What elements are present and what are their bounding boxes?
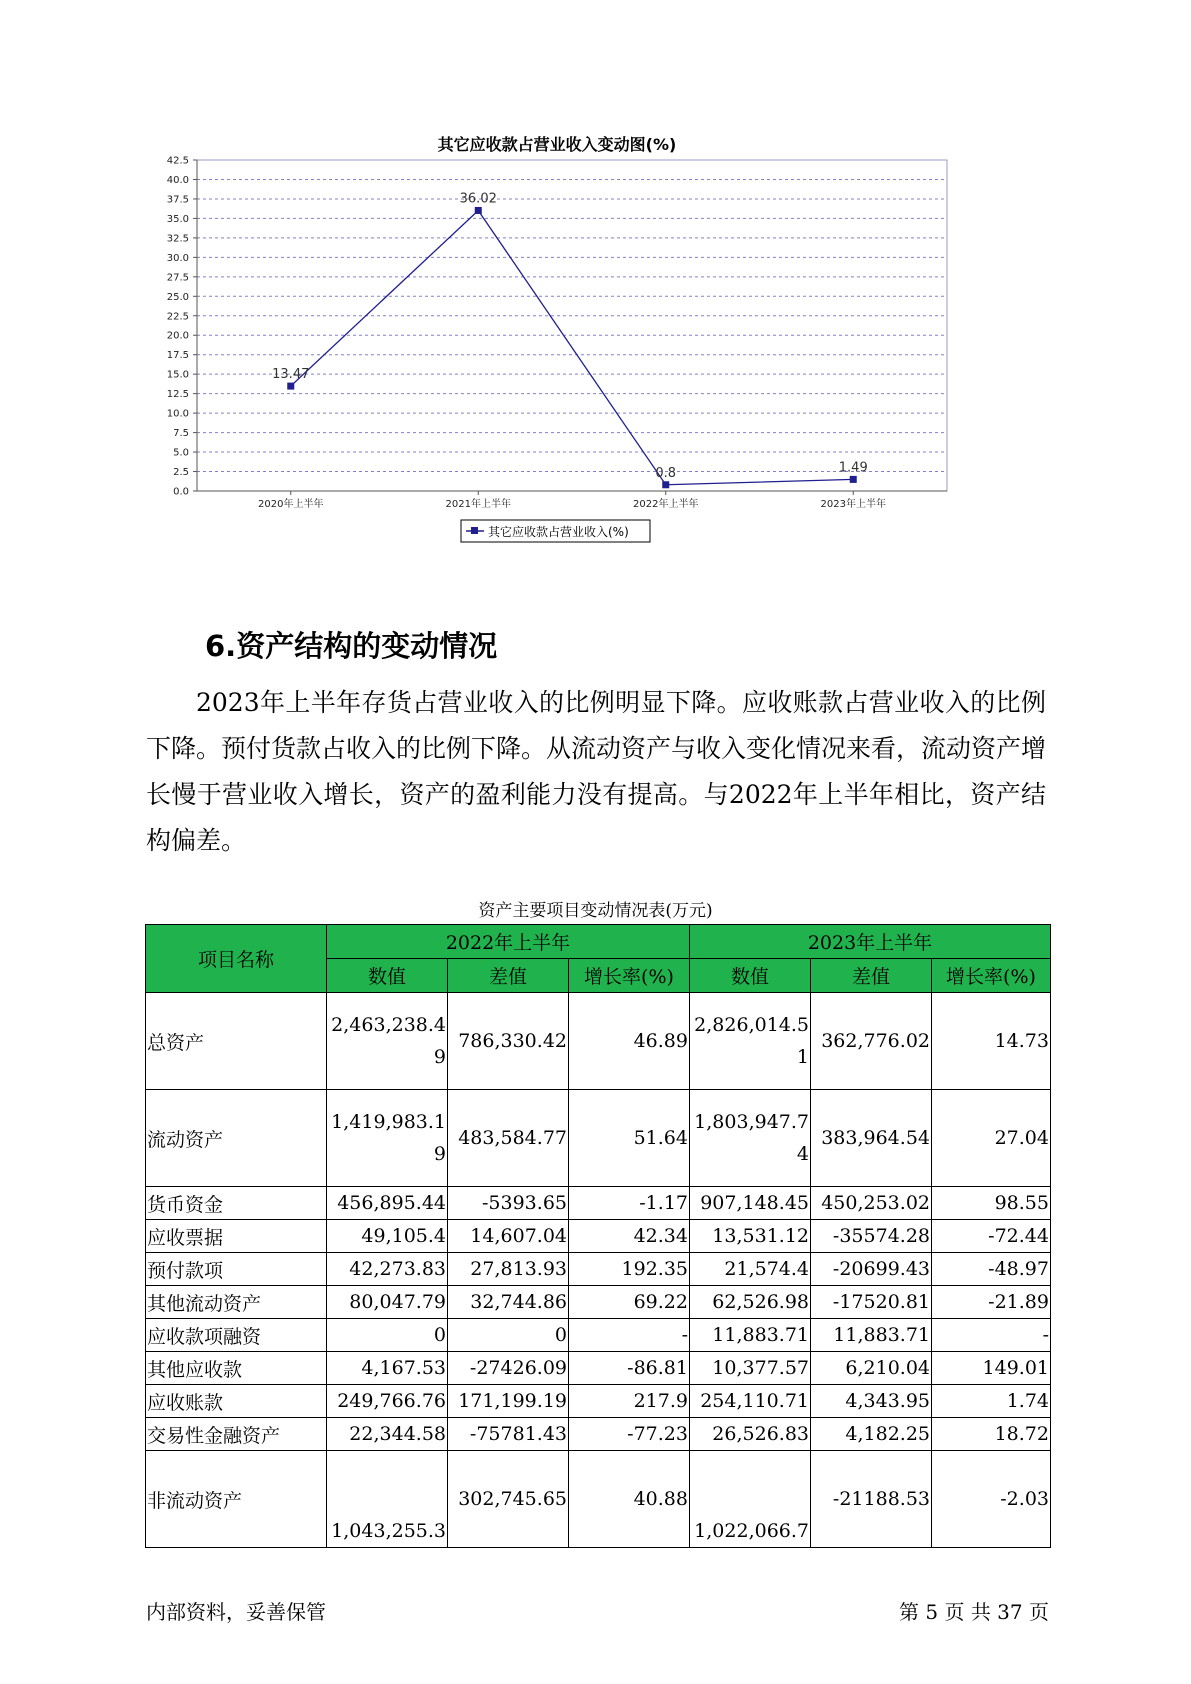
cell-diff-2023 <box>811 993 932 1090</box>
cell-value-2022 <box>327 993 448 1090</box>
cell-diff-2023 <box>811 1352 932 1385</box>
y-tick-label: 25.0 <box>166 291 189 303</box>
cell-text: 22,344.58 <box>349 1423 446 1445</box>
cell-text: 456,895.44 <box>337 1192 446 1214</box>
cell-text: -48.97 <box>988 1258 1049 1280</box>
y-tick-label: 30.0 <box>166 252 189 264</box>
cell-growth-2022 <box>569 1319 690 1352</box>
cell-text: 14,607.04 <box>470 1225 567 1247</box>
table-row <box>146 1385 1051 1418</box>
cell-growth-2022 <box>569 1286 690 1319</box>
table-row <box>146 1220 1051 1253</box>
data-label: 0.8 <box>655 465 677 481</box>
x-axis-ticks <box>197 491 947 510</box>
cell-growth-2023 <box>932 1220 1051 1253</box>
cell-diff-2023 <box>811 1385 932 1418</box>
y-axis-ticks <box>167 156 197 498</box>
footer-confidential: 内部资料，妥善保管 <box>146 1600 326 1624</box>
header-period-2023: 2023年上半年 <box>690 925 1051 959</box>
cell-text: -35574.28 <box>832 1225 930 1247</box>
other-receivables-chart <box>150 135 1050 595</box>
cell-text: 4,343.95 <box>845 1390 930 1412</box>
cell-value-2022 <box>327 1286 448 1319</box>
cell-diff-2023 <box>811 1286 932 1319</box>
cell-text: 254,110.71 <box>700 1390 809 1412</box>
cell-text: 483,584.77 <box>458 1127 567 1149</box>
cell-text: -27426.09 <box>469 1357 567 1379</box>
header-item-name: 项目名称 <box>146 925 327 993</box>
chart-title: 其它应收款占营业收入变动图(%) <box>437 135 677 154</box>
cell-text: - <box>681 1324 688 1346</box>
cell-text: 18.72 <box>994 1423 1049 1445</box>
cell-growth-2023 <box>932 1352 1051 1385</box>
data-label: 13.47 <box>272 367 310 383</box>
y-tick-label: 27.5 <box>166 272 189 284</box>
cell-value-2022 <box>327 1220 448 1253</box>
cell-text: -1.17 <box>639 1192 688 1214</box>
cell-growth-2022 <box>569 1451 690 1548</box>
cell-diff-2022 <box>448 1451 569 1548</box>
cell-text: 362,776.02 <box>821 1030 930 1052</box>
cell-text: 149.01 <box>982 1357 1049 1379</box>
cell-diff-2023 <box>811 1220 932 1253</box>
item-name: 总资产 <box>146 993 327 1090</box>
table-row <box>146 1090 1051 1187</box>
item-name: 应收账款 <box>146 1385 327 1418</box>
y-tick-label: 20.0 <box>166 330 189 342</box>
table-row <box>146 993 1051 1090</box>
cell-text: 14.73 <box>994 1030 1049 1052</box>
cell-text: 26,526.83 <box>712 1423 809 1445</box>
data-point <box>475 207 482 214</box>
cell-text: 49,105.4 <box>361 1225 446 1247</box>
cell-growth-2022 <box>569 1418 690 1451</box>
cell-text: 6,210.04 <box>845 1357 930 1379</box>
cell-growth-2022 <box>569 1352 690 1385</box>
cell-text: 69.22 <box>633 1291 688 1313</box>
cell-text: -72.44 <box>988 1225 1049 1247</box>
cell-text: 383,964.54 <box>821 1127 930 1149</box>
header-growth-2023: 增长率(%) <box>932 959 1051 993</box>
y-tick-label: 35.0 <box>166 213 189 225</box>
cell-growth-2023 <box>932 1253 1051 1286</box>
cell-diff-2022 <box>448 993 569 1090</box>
table-row <box>146 1253 1051 1286</box>
table-row <box>146 1187 1051 1220</box>
cell-value-2022 <box>327 1451 448 1548</box>
cell-text: -21.89 <box>988 1291 1049 1313</box>
cell-value-2022 <box>327 1319 448 1352</box>
cell-diff-2023 <box>811 1319 932 1352</box>
cell-text: 302,745.65 <box>458 1488 567 1510</box>
cell-text: -75781.43 <box>469 1423 567 1445</box>
cell-value-2023 <box>690 1220 811 1253</box>
table-row <box>146 1451 1051 1548</box>
x-tick-label: 2020年上半年 <box>258 499 324 510</box>
data-point <box>850 476 857 483</box>
cell-growth-2023 <box>932 1187 1051 1220</box>
cell-growth-2023 <box>932 1418 1051 1451</box>
cell-text: 42.34 <box>633 1225 688 1247</box>
cell-diff-2022 <box>448 1319 569 1352</box>
cell-text: 1.74 <box>1006 1390 1049 1412</box>
cell-diff-2023 <box>811 1418 932 1451</box>
cell-diff-2022 <box>448 1220 569 1253</box>
cell-growth-2023 <box>932 1385 1051 1418</box>
cell-text: - <box>1042 1324 1049 1346</box>
cell-diff-2022 <box>448 1352 569 1385</box>
y-tick-label: 10.0 <box>166 408 189 420</box>
cell-text: 1,419,983.19 <box>331 1111 446 1165</box>
footer-page-number: 第 5 页 共 37 页 <box>899 1600 1049 1624</box>
cell-value-2023 <box>690 1418 811 1451</box>
data-point <box>662 481 669 488</box>
cell-growth-2022 <box>569 1220 690 1253</box>
cell-growth-2023 <box>932 1286 1051 1319</box>
cell-text: 907,148.45 <box>700 1192 809 1214</box>
data-label: 36.02 <box>459 191 497 207</box>
cell-text: -17520.81 <box>832 1291 930 1313</box>
cell-text: 11,883.71 <box>833 1324 930 1346</box>
chart-series <box>272 191 868 488</box>
table-row <box>146 1418 1051 1451</box>
cell-text: 46.89 <box>633 1030 688 1052</box>
table-caption: 资产主要项目变动情况表(万元) <box>478 901 713 921</box>
y-tick-label: 22.5 <box>166 311 189 323</box>
data-point <box>287 383 294 390</box>
header-diff-2023: 差值 <box>811 959 932 993</box>
cell-text: 786,330.42 <box>458 1030 567 1052</box>
cell-value-2023 <box>690 1090 811 1187</box>
item-name: 应收票据 <box>146 1220 327 1253</box>
cell-text: 249,766.76 <box>337 1390 446 1412</box>
series-line <box>291 210 854 484</box>
header-growth-2022: 增长率(%) <box>569 959 690 993</box>
y-tick-label: 15.0 <box>166 369 189 381</box>
data-label: 1.49 <box>838 460 868 476</box>
cell-value-2023 <box>690 1253 811 1286</box>
section-title: 6.资产结构的变动情况 <box>205 629 498 663</box>
cell-text: -20699.43 <box>832 1258 930 1280</box>
item-name: 货币资金 <box>146 1187 327 1220</box>
cell-text: -86.81 <box>627 1357 688 1379</box>
y-tick-label: 40.0 <box>166 174 189 186</box>
cell-text: 21,574.4 <box>724 1258 809 1280</box>
cell-text: 217.9 <box>633 1390 688 1412</box>
cell-value-2022 <box>327 1385 448 1418</box>
cell-text: 171,199.19 <box>458 1390 567 1412</box>
cell-text: 42,273.83 <box>349 1258 446 1280</box>
cell-value-2022 <box>327 1187 448 1220</box>
cell-diff-2023 <box>811 1187 932 1220</box>
cell-growth-2022 <box>569 993 690 1090</box>
cell-text: 4,167.53 <box>361 1357 446 1379</box>
cell-text: -21188.53 <box>832 1488 930 1510</box>
cell-value-2023 <box>690 1187 811 1220</box>
header-diff-2022: 差值 <box>448 959 569 993</box>
cell-value-2022 <box>327 1418 448 1451</box>
x-tick-label: 2021年上半年 <box>445 499 511 510</box>
cell-text: 51.64 <box>633 1127 688 1149</box>
header-value-2023: 数值 <box>690 959 811 993</box>
cell-diff-2022 <box>448 1385 569 1418</box>
cell-text: 192.35 <box>621 1258 688 1280</box>
cell-growth-2022 <box>569 1385 690 1418</box>
cell-diff-2022 <box>448 1253 569 1286</box>
item-name: 应收款项融资 <box>146 1319 327 1352</box>
cell-growth-2023 <box>932 993 1051 1090</box>
cell-diff-2022 <box>448 1187 569 1220</box>
header-period-2022: 2022年上半年 <box>327 925 690 959</box>
item-name: 其他应收款 <box>146 1352 327 1385</box>
cell-text: 1,803,947.74 <box>694 1111 809 1165</box>
cell-text: 0 <box>554 1324 567 1346</box>
y-tick-label: 17.5 <box>166 350 189 362</box>
legend-label: 其它应收款占营业收入(%) <box>488 525 629 539</box>
y-tick-label: 5.0 <box>173 447 189 459</box>
x-tick-label: 2023年上半年 <box>820 499 886 510</box>
cell-growth-2023 <box>932 1090 1051 1187</box>
cell-value-2023 <box>690 1286 811 1319</box>
cell-diff-2023 <box>811 1090 932 1187</box>
cell-value-2022 <box>327 1352 448 1385</box>
cell-growth-2022 <box>569 1253 690 1286</box>
item-name: 其他流动资产 <box>146 1286 327 1319</box>
asset-change-table <box>145 924 1051 1548</box>
cell-text: 10,377.57 <box>712 1357 809 1379</box>
item-name: 流动资产 <box>146 1090 327 1187</box>
x-tick-label: 2022年上半年 <box>633 499 699 510</box>
cell-value-2022 <box>327 1090 448 1187</box>
cell-value-2023 <box>690 1451 811 1548</box>
y-tick-label: 37.5 <box>166 194 189 206</box>
y-tick-label: 12.5 <box>166 389 189 401</box>
cell-text: 2,463,238.49 <box>331 1014 446 1068</box>
cell-text: 13,531.12 <box>712 1225 809 1247</box>
cell-text: -2.03 <box>1000 1488 1049 1510</box>
plot-area <box>197 160 947 491</box>
y-tick-label: 0.0 <box>173 486 189 498</box>
cell-text: 1,043,255.3 <box>331 1520 446 1542</box>
cell-diff-2022 <box>448 1418 569 1451</box>
cell-text: 0 <box>433 1324 446 1346</box>
cell-text: 98.55 <box>994 1192 1049 1214</box>
table-row <box>146 1319 1051 1352</box>
cell-text: 62,526.98 <box>712 1291 809 1313</box>
cell-diff-2022 <box>448 1090 569 1187</box>
cell-value-2023 <box>690 1352 811 1385</box>
table-row <box>146 1352 1051 1385</box>
cell-text: 80,047.79 <box>349 1291 446 1313</box>
cell-text: 1,022,066.7 <box>694 1520 809 1542</box>
chart-legend <box>461 520 650 542</box>
cell-growth-2022 <box>569 1090 690 1187</box>
cell-text: 40.88 <box>633 1488 688 1510</box>
cell-diff-2023 <box>811 1253 932 1286</box>
cell-text: 2,826,014.51 <box>694 1014 809 1068</box>
y-tick-label: 42.5 <box>166 155 189 167</box>
cell-text: 27.04 <box>994 1127 1049 1149</box>
item-name: 预付款项 <box>146 1253 327 1286</box>
cell-diff-2023 <box>811 1451 932 1548</box>
cell-value-2023 <box>690 1319 811 1352</box>
cell-text: -5393.65 <box>482 1192 567 1214</box>
analysis-paragraph: 2023年上半年存货占营业收入的比例明显下降。应收账款占营业收入的比例下降。预付货款占收入的比例下降。从流动资产与收入变化情况来看，流动资产增长慢于营业收入增长，资产的盈利能力没有提高。与2022年上半年相比，资产结构偏差。 <box>146 688 1047 855</box>
header-value-2022: 数值 <box>327 959 448 993</box>
cell-value-2022 <box>327 1253 448 1286</box>
cell-text: 32,744.86 <box>470 1291 567 1313</box>
cell-growth-2023 <box>932 1319 1051 1352</box>
cell-text: 4,182.25 <box>845 1423 930 1445</box>
cell-text: 450,253.02 <box>821 1192 930 1214</box>
chart-grid <box>197 160 947 491</box>
cell-text: 11,883.71 <box>712 1324 809 1346</box>
cell-text: -77.23 <box>627 1423 688 1445</box>
item-name: 交易性金融资产 <box>146 1418 327 1451</box>
y-tick-label: 2.5 <box>173 467 189 479</box>
table-row <box>146 1286 1051 1319</box>
item-name: 非流动资产 <box>146 1451 327 1548</box>
cell-value-2023 <box>690 993 811 1090</box>
cell-value-2023 <box>690 1385 811 1418</box>
cell-text: 27,813.93 <box>470 1258 567 1280</box>
cell-growth-2023 <box>932 1451 1051 1548</box>
y-tick-label: 32.5 <box>166 233 189 245</box>
cell-diff-2022 <box>448 1286 569 1319</box>
cell-growth-2022 <box>569 1187 690 1220</box>
y-tick-label: 7.5 <box>173 428 189 440</box>
